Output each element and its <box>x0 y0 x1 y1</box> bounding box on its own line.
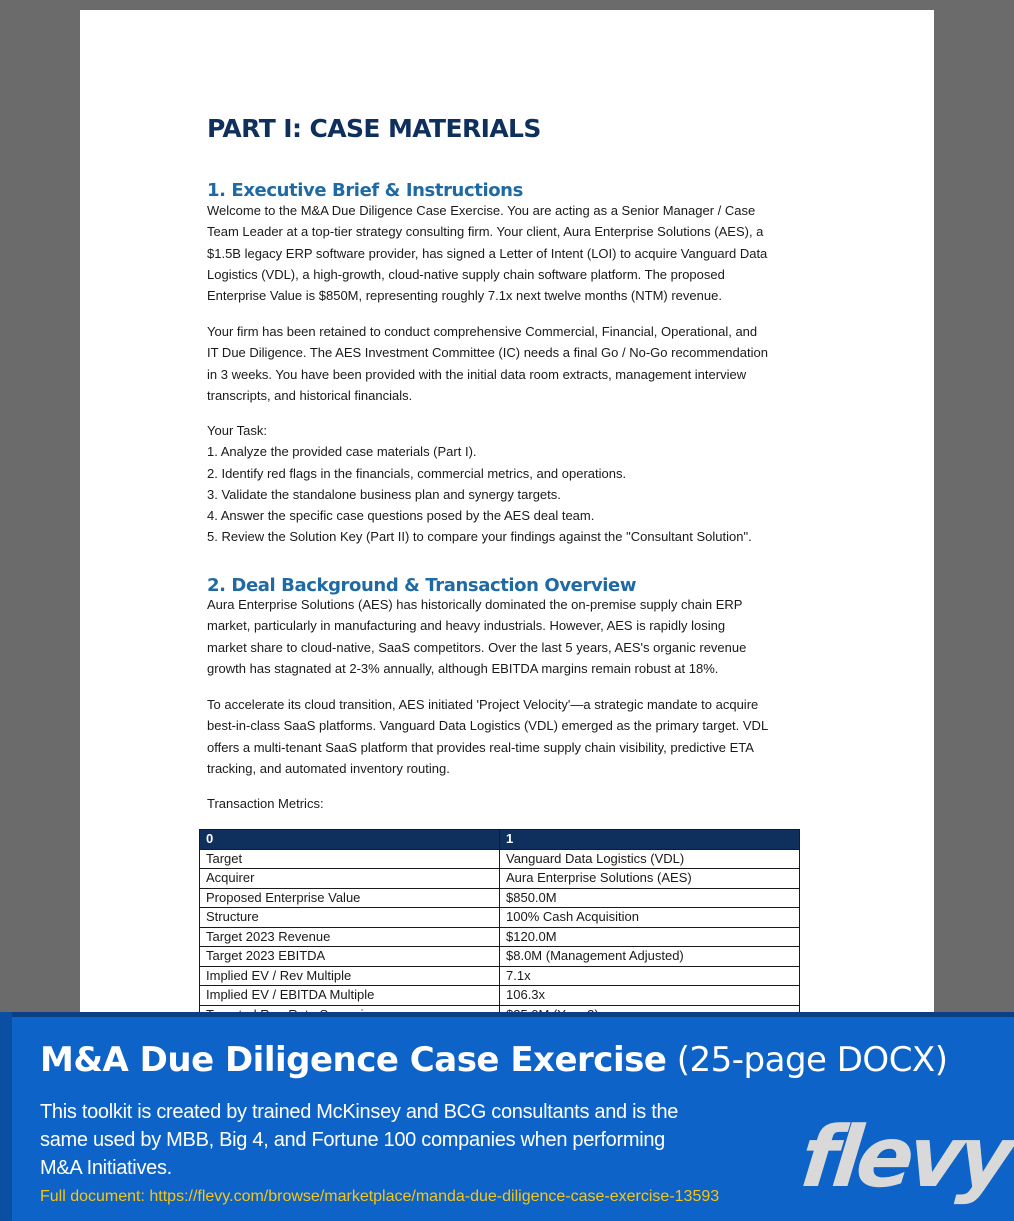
section-heading-deal-background: 2. Deal Background & Transaction Overview <box>207 575 637 596</box>
table-cell: 7.1x <box>500 966 800 986</box>
banner-title-main: M&A Due Diligence Case Exercise <box>40 1040 667 1080</box>
table-cell: 100% Cash Acquisition <box>500 908 800 928</box>
table-cell: $120.0M <box>500 927 800 947</box>
executive-brief-paragraph-1: Welcome to the M&A Due Diligence Case Exercise. You are acting as a Senior Manager / Case Team Leader at a top-tier strategy consulting firm. Your client, Aura Enterprise Solutions (AES), a $1.5B legacy ERP software provider, has signed a Letter of Intent (LOI) to acquire Vanguard Data Logistics (VDL), a high-growth, cloud-native supply chain software platform. The proposed Enterprise Value is $850M, representing roughly 7.1x next twelve months (NTM) revenue. <box>207 203 768 304</box>
transaction-metrics-label: Transaction Metrics: <box>207 796 324 811</box>
table-row <box>200 888 800 908</box>
table-cell: $850.0M <box>500 888 800 908</box>
table-cell: 106.3x <box>500 986 800 1006</box>
table-row <box>200 947 800 967</box>
banner-divider <box>0 1012 1014 1017</box>
table-row <box>200 908 800 928</box>
banner-accent-bar <box>0 1012 12 1221</box>
promo-banner <box>0 1012 1014 1221</box>
table-row <box>200 966 800 986</box>
list-item: 2. Identify red flags in the financials, commercial metrics, and operations. <box>207 465 627 481</box>
table-header-row <box>200 830 800 850</box>
full-document-link[interactable]: Full document: https://flevy.com/browse/marketplace/manda-due-diligence-case-exercise-13593 <box>40 1188 720 1205</box>
table-row <box>200 849 800 869</box>
table-cell: Acquirer <box>200 869 500 889</box>
table-cell: Target 2023 EBITDA <box>200 947 500 967</box>
table-cell: Target 2023 Revenue <box>200 927 500 947</box>
deal-background-paragraph-1: Aura Enterprise Solutions (AES) has historically dominated the on-premise supply chain ERP market, particularly in manufacturing and heavy industrials. However, AES is rapidly losing market share to cloud-native, SaaS competitors. Over the last 5 years, AES's organic revenue growth has stagnated at 2-3% annually, although EBITDA margins remain robust at 18%. <box>207 597 747 676</box>
banner-description: This toolkit is created by trained McKinsey and BCG consultants and is the same used by MBB, Big 4, and Fortune 100 companies when performing M&A Initiatives. <box>40 1101 679 1179</box>
table-cell: Vanguard Data Logistics (VDL) <box>500 849 800 869</box>
table-cell: Proposed Enterprise Value <box>200 888 500 908</box>
column-header: 1 <box>500 830 800 850</box>
table-cell: Implied EV / Rev Multiple <box>200 966 500 986</box>
transaction-metrics-table <box>199 829 800 1025</box>
list-item: 5. Review the Solution Key (Part II) to compare your findings against the "Consultant Solution". <box>207 529 752 545</box>
document-page <box>80 10 934 1020</box>
table-cell: Target <box>200 849 500 869</box>
section-heading-executive-brief: 1. Executive Brief & Instructions <box>207 180 523 201</box>
table-row <box>200 869 800 889</box>
table-row <box>200 927 800 947</box>
column-header: 0 <box>200 830 500 850</box>
flevy-logo[interactable] <box>796 1106 1014 1206</box>
flevy-logo-text: flevy <box>796 1108 1014 1206</box>
list-item: 3. Validate the standalone business plan and synergy targets. <box>207 486 561 502</box>
table-cell: Aura Enterprise Solutions (AES) <box>500 869 800 889</box>
table-row <box>200 986 800 1006</box>
table-cell: Implied EV / EBITDA Multiple <box>200 986 500 1006</box>
banner-title-format: (25-page DOCX) <box>666 1040 948 1080</box>
executive-brief-paragraph-2: Your firm has been retained to conduct comprehensive Commercial, Financial, Operational, and IT Due Diligence. The AES Investment Committee (IC) needs a final Go / No-Go recommendation in 3 weeks. You have been provided with the initial data room extracts, management interview transcripts, and historical financials. <box>207 324 768 403</box>
list-item: 4. Answer the specific case questions posed by the AES deal team. <box>207 508 595 524</box>
table-cell: $8.0M (Management Adjusted) <box>500 947 800 967</box>
task-list <box>207 420 812 548</box>
task-list-title: Your Task: <box>207 423 267 438</box>
part-title: PART I: CASE MATERIALS <box>207 114 541 143</box>
deal-background-paragraph-2: To accelerate its cloud transition, AES initiated 'Project Velocity'—a strategic mandate to acquire best-in-class SaaS platforms. Vanguard Data Logistics (VDL) emerged as the primary target. VDL offers a multi-tenant SaaS platform that provides real-time supply chain visibility, predictive ETA tracking, and automated inventory routing. <box>207 697 769 776</box>
table-cell: Structure <box>200 908 500 928</box>
banner-title <box>40 1040 948 1080</box>
list-item: 1. Analyze the provided case materials (Part I). <box>207 444 477 460</box>
